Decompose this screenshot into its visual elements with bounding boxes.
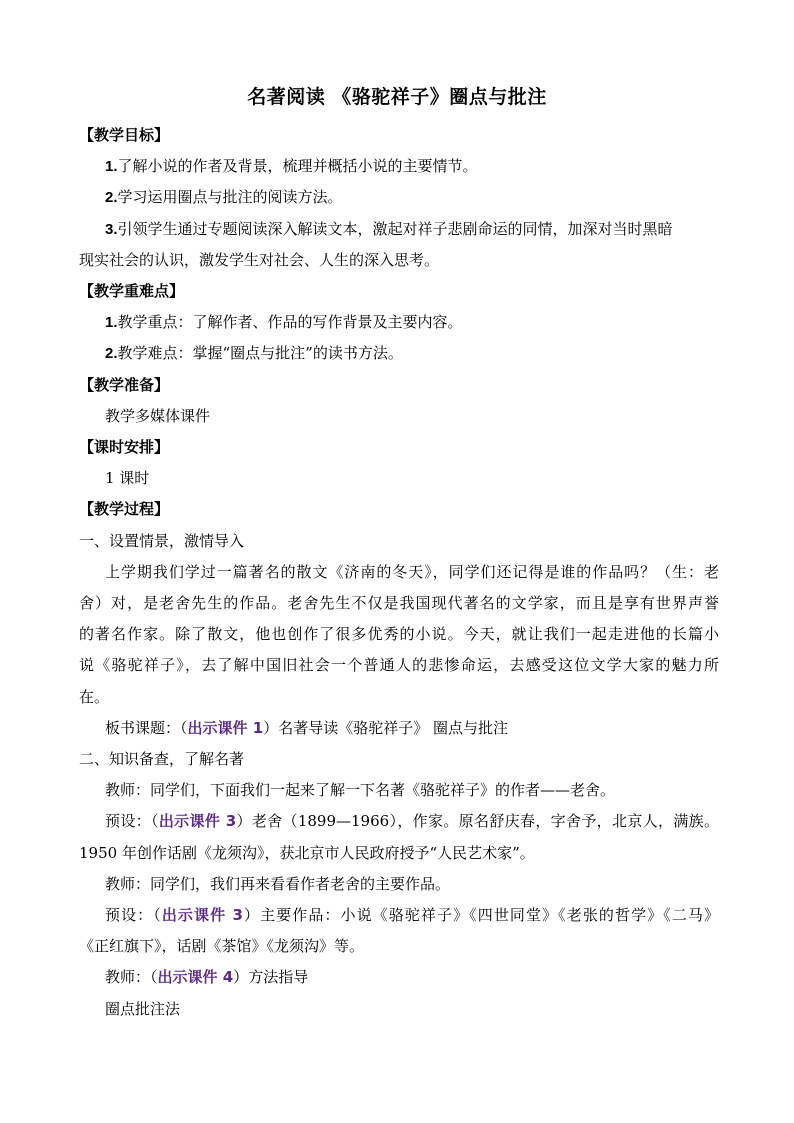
paragraph-line: 上学期我们学过一篇著名的散文《济南的冬天》，同学们还记得是谁的作品吗？（生：老 bbox=[105, 562, 719, 581]
preset-continuation: 1950 年创作话剧《龙须沟》，获北京市人民政府授予“人民艺术家”。 bbox=[79, 843, 535, 862]
preset-line bbox=[79, 900, 719, 931]
keypoint-text: 教学重点：了解作者、作品的写作背景及主要内容。 bbox=[117, 313, 463, 332]
method-text: 圈点批注法 bbox=[105, 999, 181, 1018]
page-title: 名著阅读 《骆驼祥子》圈点与批注 bbox=[247, 86, 547, 108]
document-body bbox=[79, 120, 719, 1025]
section-heading-keypoints: 【教学重难点】 bbox=[79, 282, 185, 301]
section-heading-prep: 【教学准备】 bbox=[79, 375, 170, 394]
paragraph-line: 说《骆驼祥子》，去了解中国旧社会一个普通人的悲惨命运，去感受这位文学大家的魅力所 bbox=[79, 656, 719, 675]
teacher-line bbox=[79, 962, 719, 993]
paragraph-line: 的著名作家。除了散文，他也创作了很多优秀的小说。今天，就让我们一起走进他的长篇小 bbox=[79, 625, 719, 644]
courseware-tag: 出示课件 3 bbox=[161, 906, 243, 925]
paragraph-line: 在。 bbox=[79, 687, 110, 706]
step2-heading: 二、知识备查，了解名著 bbox=[79, 750, 245, 769]
keypoint-number: 1. bbox=[105, 314, 118, 332]
goal-number: 3. bbox=[105, 220, 118, 238]
preset-line bbox=[79, 806, 719, 837]
board-title-line bbox=[79, 713, 719, 744]
schedule-text: 1 课时 bbox=[105, 469, 150, 488]
teacher-line: 教师：同学们，我们再来看看作者老舍的主要作品。 bbox=[105, 874, 451, 893]
keypoint-item bbox=[79, 338, 719, 369]
goal-text: 了解小说的作者及背景，梳理并概括小说的主要情节。 bbox=[117, 157, 478, 176]
keypoint-text: 教学难点：掌握“圈点与批注”的读书方法。 bbox=[117, 344, 403, 363]
courseware-tag: 出示课件 3 bbox=[158, 812, 237, 831]
paragraph-line: 舍）对，是老舍先生的作品。老舍先生不仅是我国现代著名的文学家，而且是享有世界声誉 bbox=[79, 594, 719, 613]
section-heading-process: 【教学过程】 bbox=[79, 500, 170, 519]
section-heading-goals: 【教学目标】 bbox=[79, 126, 170, 144]
goal-item-continuation: 现实社会的认识，激发学生对社会、人生的深入思考。 bbox=[79, 250, 440, 269]
preset-prefix: 预设：（ bbox=[105, 906, 162, 925]
courseware-tag: 出示课件 4 bbox=[157, 968, 234, 987]
goal-text: 引领学生通过专题阅读深入解读文本，激起对祥子悲剧命运的同情，加深对当时黑暗 bbox=[117, 219, 673, 238]
keypoint-number: 2. bbox=[105, 345, 118, 363]
section-heading-schedule: 【课时安排】 bbox=[79, 438, 170, 457]
goal-item bbox=[79, 182, 719, 213]
prep-text: 教学多媒体课件 bbox=[105, 406, 211, 425]
keypoint-item bbox=[79, 307, 719, 338]
goal-item bbox=[79, 151, 719, 182]
goal-text: 学习运用圈点与批注的阅读方法。 bbox=[117, 188, 343, 207]
courseware-tag: 出示课件 1 bbox=[187, 718, 264, 737]
step1-heading: 一、设置情景，激情导入 bbox=[79, 531, 245, 550]
teacher-line: 教师：同学们，下面我们一起来了解一下名著《骆驼祥子》的作者——老舍。 bbox=[105, 781, 616, 800]
goal-item bbox=[79, 214, 719, 245]
preset-continuation: 《正红旗下》，话剧《茶馆》《龙须沟》等。 bbox=[79, 937, 365, 956]
teacher-prefix: 教师：（ bbox=[105, 968, 158, 987]
preset-text: ）主要作品：小说《骆驼祥子》《四世同堂》《老张的哲学》《二马》 bbox=[242, 906, 719, 925]
board-suffix: ）名著导读《骆驼祥子》 圈点与批注 bbox=[263, 718, 508, 737]
board-prefix: 板书课题：（ bbox=[105, 718, 188, 737]
goal-number: 1. bbox=[105, 158, 118, 176]
teacher-text: ）方法指导 bbox=[233, 968, 309, 987]
goal-number: 2. bbox=[105, 189, 118, 207]
preset-text: ）老舍（1899—1966），作家。原名舒庆春，字舍予，北京人，满族。 bbox=[236, 812, 719, 831]
preset-prefix: 预设：（ bbox=[105, 812, 159, 831]
